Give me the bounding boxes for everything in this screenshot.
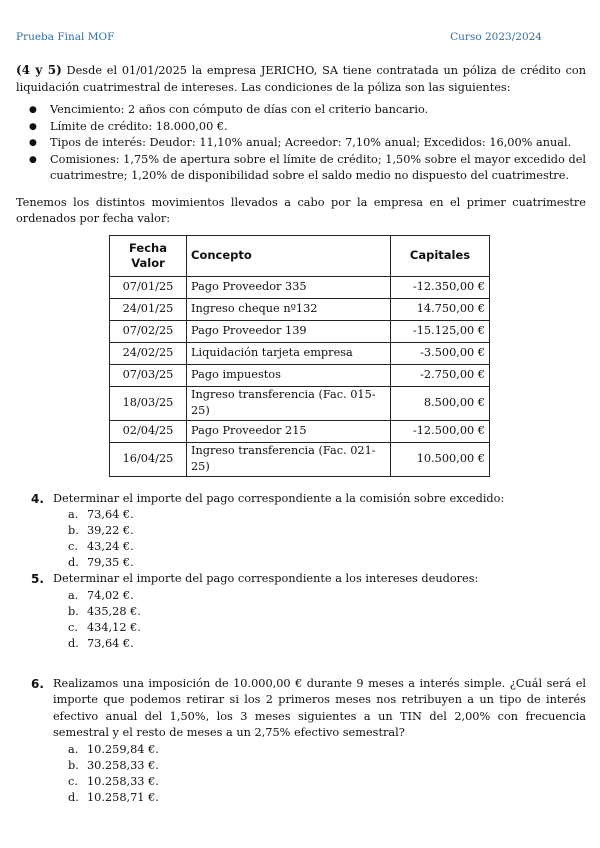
cell-concept: Pago Proveedor 335	[187, 276, 391, 298]
intro-number: (4 y 5)	[16, 63, 62, 77]
cell-concept: Liquidación tarjeta empresa	[187, 342, 391, 364]
cell-amount: 10.500,00 €	[391, 442, 490, 476]
condition-item: ● Comisiones: 1,75% de apertura sobre el límite de crédito; 1,50% sobre el mayor excedido del cuatrimestre; 1,20% de disponibilidad sobre el saldo medio no dispuesto del cuatrimestre.	[16, 152, 586, 185]
question-number: 6.	[31, 676, 44, 691]
intro-text: Desde el 01/01/2025 la empresa JERICHO, SA tiene contratada un póliza de crédito con liquidación cuatrimestral de intereses. Las condiciones de la póliza son las siguientes:	[16, 64, 586, 94]
condition-item: ● Límite de crédito: 18.000,00 €.	[16, 119, 586, 136]
answer-option[interactable]: b. 435,28 €.	[68, 604, 141, 618]
question-5	[16, 571, 586, 652]
movements-table	[109, 235, 490, 477]
table-row	[110, 386, 490, 420]
cell-concept: Ingreso cheque nº132	[187, 298, 391, 320]
cell-amount: 14.750,00 €	[391, 298, 490, 320]
answer-option[interactable]: b. 30.258,33 €.	[68, 758, 159, 772]
question-number: 5.	[31, 572, 44, 586]
cell-amount: 8.500,00 €	[391, 386, 490, 420]
cell-concept: Pago impuestos	[187, 364, 391, 386]
header-amount: Capitales	[391, 235, 490, 276]
cell-date: 24/01/25	[110, 298, 187, 320]
cell-date: 07/01/25	[110, 276, 187, 298]
cell-date: 07/02/25	[110, 320, 187, 342]
cell-amount: -15.125,00 €	[391, 320, 490, 342]
question-text: Realizamos una imposición de 10.000,00 € durante 9 meses a interés simple. ¿Cuál será el importe que podemos retirar si los 2 primeros meses nos retribuyen a un tipo de interés efectivo anual del 1,50%, los 3 meses siguientes a un TIN del 2,00% con frecuencia semestral y el resto de meses a un 2,75% efectivo semestral?	[53, 676, 586, 739]
table-row	[110, 342, 490, 364]
cell-date: 16/04/25	[110, 442, 187, 476]
options-list	[16, 507, 586, 571]
cell-date: 02/04/25	[110, 420, 187, 442]
answer-option[interactable]: c. 434,12 €.	[68, 620, 141, 634]
table-header-row	[110, 235, 490, 276]
header-concept: Concepto	[187, 235, 391, 276]
conditions-list	[16, 102, 586, 185]
cell-date: 07/03/25	[110, 364, 187, 386]
answer-option[interactable]: d. 73,64 €.	[68, 636, 134, 650]
options-list	[16, 742, 586, 806]
options-list	[16, 588, 586, 652]
condition-item: ● Vencimiento: 2 años con cómputo de días con el criterio bancario.	[16, 102, 586, 119]
condition-item: ● Tipos de interés: Deudor: 11,10% anual; Acreedor: 7,10% anual; Excedidos: 16,00% anual.	[16, 135, 586, 152]
cell-amount: -12.350,00 €	[391, 276, 490, 298]
table-row	[110, 276, 490, 298]
intro-paragraph	[16, 62, 586, 96]
table-row	[110, 442, 490, 476]
cell-concept: Pago Proveedor 139	[187, 320, 391, 342]
cell-date: 18/03/25	[110, 386, 187, 420]
question-text: Determinar el importe del pago correspondiente a la comisión sobre excedido:	[53, 491, 505, 505]
table-row	[110, 420, 490, 442]
cell-date: 24/02/25	[110, 342, 187, 364]
question-number: 4.	[31, 491, 44, 506]
table-row	[110, 364, 490, 386]
header-course-title: Prueba Final MOF	[16, 31, 115, 43]
answer-option[interactable]: d. 79,35 €.	[68, 556, 134, 569]
question-4	[16, 491, 586, 572]
answer-option[interactable]: c. 10.258,33 €.	[68, 774, 159, 788]
header-academic-year: Curso 2023/2024	[450, 31, 542, 43]
answer-option[interactable]: a. 74,02 €.	[68, 588, 134, 602]
cell-amount: -3.500,00 €	[391, 342, 490, 364]
table-row	[110, 320, 490, 342]
cell-concept: Ingreso transferencia (Fac. 015-25)	[187, 386, 391, 420]
table-row	[110, 298, 490, 320]
answer-option[interactable]: a. 10.259,84 €.	[68, 742, 159, 756]
header-date: Fecha Valor	[110, 235, 187, 276]
answer-option[interactable]: b. 39,22 €.	[68, 524, 134, 537]
cell-concept: Pago Proveedor 215	[187, 420, 391, 442]
answer-option[interactable]: a. 73,64 €.	[68, 508, 134, 521]
answer-option[interactable]: d. 10.258,71 €.	[68, 790, 159, 804]
exam-page	[16, 62, 586, 806]
cell-amount: -12.500,00 €	[391, 420, 490, 442]
answer-option[interactable]: c. 43,24 €.	[68, 540, 134, 553]
cell-concept: Ingreso transferencia (Fac. 021-25)	[187, 442, 391, 476]
movements-intro: Tenemos los distintos movimientos llevados a cabo por la empresa en el primer cuatrimestre ordenados por fecha valor:	[16, 195, 586, 225]
cell-amount: -2.750,00 €	[391, 364, 490, 386]
question-6	[16, 676, 586, 806]
question-text: Determinar el importe del pago correspondiente a los intereses deudores:	[53, 572, 479, 585]
